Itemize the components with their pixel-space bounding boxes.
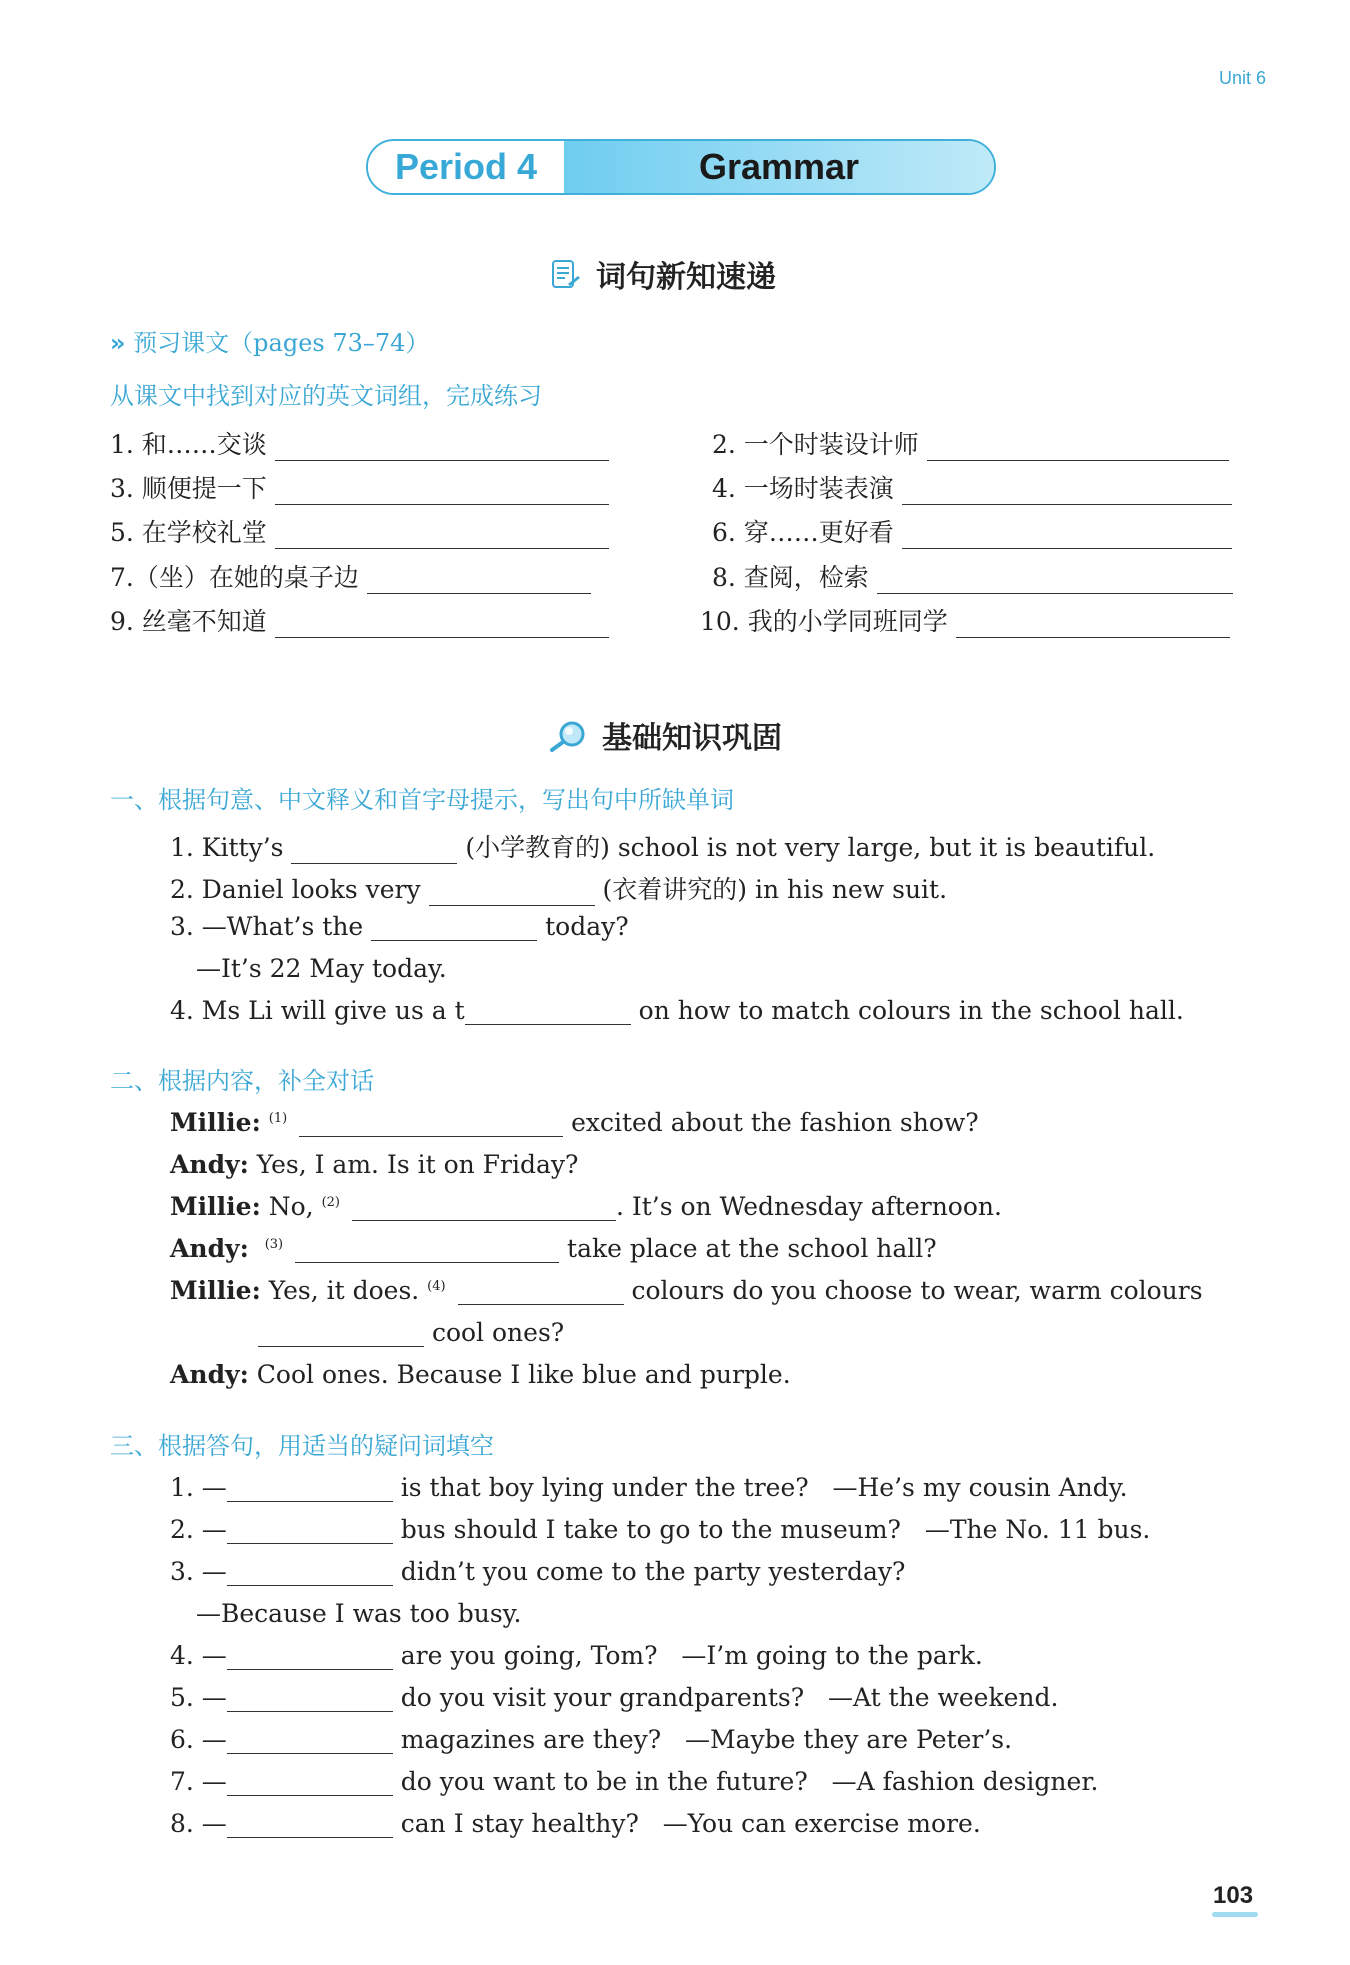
answer-blank[interactable] — [275, 522, 609, 549]
page-number-underline — [1212, 1912, 1258, 1917]
vocab-item-8: 8. 查阅，检索 — [712, 558, 1233, 594]
part1-q2: 2. Daniel looks very (衣着讲究的) in his new suit. — [170, 875, 948, 904]
answer-blank[interactable] — [902, 478, 1232, 505]
section-title-vocab — [548, 252, 776, 300]
vocab-item-1: 1. 和……交谈 — [110, 425, 609, 461]
answer-blank[interactable] — [299, 1110, 563, 1137]
part3-q6: 6. — magazines are they? —Maybe they are Peter’s. — [170, 1725, 1013, 1754]
magnifier-icon — [548, 719, 588, 761]
dialog-line-6: Andy: Cool ones. Because I like blue and purple. — [170, 1360, 791, 1389]
answer-blank[interactable] — [227, 1559, 393, 1586]
part3-q3: 3. — didn’t you come to the party yesterday? — [170, 1557, 906, 1586]
part3-heading: 三、根据答句，用适当的疑问词填空 — [110, 1432, 494, 1460]
dialog-line-1: Millie: $^{(1)}$ excited about the fashion show? — [170, 1108, 979, 1137]
answer-blank[interactable] — [877, 567, 1233, 594]
dialog-line-3: Millie: No, $^{(2)}$ . It’s on Wednesday afternoon. — [170, 1192, 1002, 1221]
answer-blank[interactable] — [458, 1278, 624, 1305]
period-banner — [366, 139, 996, 195]
part3-q8: 8. — can I stay healthy? —You can exercise more. — [170, 1809, 981, 1838]
answer-blank[interactable] — [258, 1320, 424, 1347]
vocab-item-9: 9. 丝毫不知道 — [110, 602, 609, 638]
dialog-line-4: Andy: $^{(3)}$ take place at the school hall? — [170, 1234, 937, 1263]
section-title-basics — [548, 713, 782, 761]
answer-blank[interactable] — [429, 879, 595, 906]
part2-heading: 二、根据内容，补全对话 — [110, 1067, 374, 1095]
answer-blank[interactable] — [227, 1475, 393, 1502]
answer-blank[interactable] — [465, 998, 631, 1025]
part3-q5: 5. — do you visit your grandparents? —At the weekend. — [170, 1683, 1059, 1712]
part3-q3-answer: —Because I was too busy. — [196, 1599, 522, 1628]
part3-q1: 1. — is that boy lying under the tree? —He’s my cousin Andy. — [170, 1473, 1128, 1502]
part1-q3: 3. —What’s the today? — [170, 912, 629, 941]
vocab-item-10: 10. 我的小学同班同学 — [700, 602, 1230, 638]
answer-blank[interactable] — [902, 522, 1232, 549]
answer-blank[interactable] — [275, 434, 609, 461]
answer-blank[interactable] — [352, 1194, 616, 1221]
preview-line — [110, 323, 429, 358]
page-number: 103 — [1213, 1882, 1254, 1909]
section2-title-text: 基础知识巩固 — [602, 721, 782, 756]
answer-blank[interactable] — [956, 611, 1230, 638]
preview-text: 预习课文（pages 73–74） — [133, 329, 430, 357]
vocab-item-6: 6. 穿……更好看 — [712, 513, 1232, 549]
vocab-item-5: 5. 在学校礼堂 — [110, 513, 609, 549]
answer-blank[interactable] — [227, 1517, 393, 1544]
answer-blank[interactable] — [371, 914, 537, 941]
vocab-item-4: 4. 一场时装表演 — [712, 469, 1232, 505]
section1-title-text: 词句新知速递 — [596, 260, 776, 295]
part1-q3-answer: —It’s 22 May today. — [196, 954, 447, 983]
vocab-item-7: 7.（坐）在她的桌子边 — [110, 558, 591, 594]
answer-blank[interactable] — [367, 567, 591, 594]
vocab-item-2: 2. 一个时装设计师 — [712, 425, 1229, 461]
part3-q7: 7. — do you want to be in the future? —A fashion designer. — [170, 1767, 1099, 1796]
answer-blank[interactable] — [275, 478, 609, 505]
banner-title: Grammar — [564, 141, 994, 193]
answer-blank[interactable] — [295, 1236, 559, 1263]
answer-blank[interactable] — [927, 434, 1229, 461]
period-label: Period 4 — [368, 141, 564, 193]
part1-q1: 1. Kitty’s (小学教育的) school is not very large, but it is beautiful. — [170, 833, 1156, 862]
vocab-item-3: 3. 顺便提一下 — [110, 469, 609, 505]
part1-q4: 4. Ms Li will give us a t on how to match colours in the school hall. — [170, 996, 1184, 1025]
part3-q4: 4. — are you going, Tom? —I’m going to the park. — [170, 1641, 983, 1670]
answer-blank[interactable] — [275, 611, 609, 638]
unit-label: Unit 6 — [1218, 68, 1266, 88]
answer-blank[interactable] — [227, 1727, 393, 1754]
dialog-line-5: Millie: Yes, it does. $^{(4)}$ colours do you choose to wear, warm colours — [170, 1276, 1203, 1305]
answer-blank[interactable] — [291, 837, 457, 864]
dialog-line-2: Andy: Yes, I am. Is it on Friday? — [170, 1150, 579, 1179]
part3-q2: 2. — bus should I take to go to the museum? —The No. 11 bus. — [170, 1515, 1151, 1544]
dialog-line-5b: cool ones? — [258, 1318, 564, 1347]
section1-instruction: 从课文中找到对应的英文词组，完成练习 — [110, 382, 542, 410]
answer-blank[interactable] — [227, 1769, 393, 1796]
double-chevron-icon: » — [110, 329, 126, 357]
answer-blank[interactable] — [227, 1643, 393, 1670]
answer-blank[interactable] — [227, 1685, 393, 1712]
part1-heading: 一、根据句意、中文释义和首字母提示，写出句中所缺单词 — [110, 786, 734, 814]
answer-blank[interactable] — [227, 1811, 393, 1838]
notepad-icon — [548, 258, 582, 300]
